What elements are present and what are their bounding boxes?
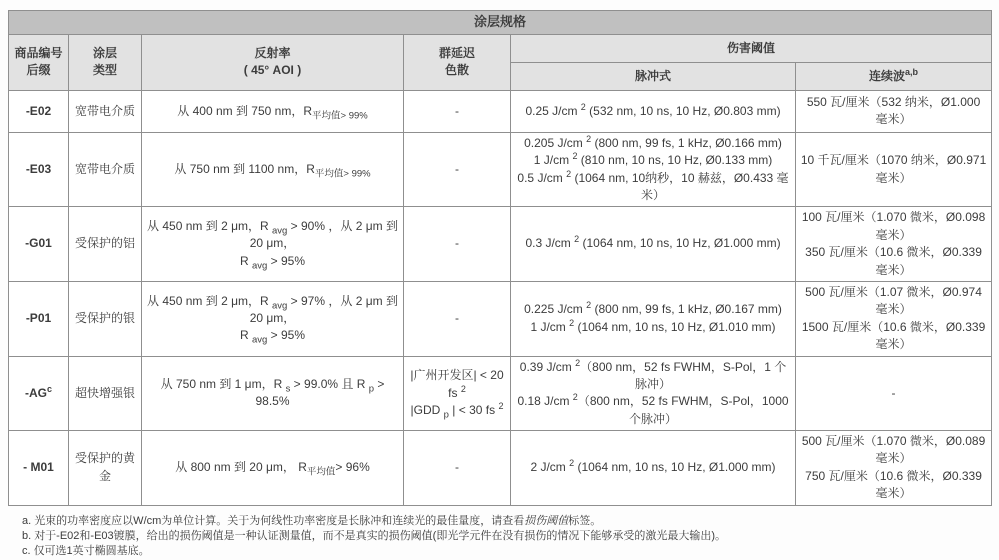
cell-suffix: - M01 <box>9 431 69 506</box>
footnote-label: c. <box>22 545 31 558</box>
coating-spec-table <box>8 10 992 506</box>
footnote-text: 光束的功率密度应以W/cm为单位计算。关于为何线性功率密度是长脉冲和连续光的最佳量度，请查看损伤阈值标签。 <box>34 514 602 527</box>
cell-reflectivity: 从 750 nm 到 1 μm，R $_s$ > 99.0% 且 R $_p$ > 98.5% <box>142 356 404 431</box>
cell-suffix: $-AG^c$ <box>9 356 69 431</box>
cell-reflectivity: 从 750 nm 到 1100 nm，$R_{平均值> 99\%}$ <box>142 132 404 207</box>
cell-pulsed-threshold: 0.3 J/cm $^2$ (1064 nm, 10 ns, 10 Hz, Ø1.000 mm) <box>511 207 796 282</box>
cell-gdd: - <box>404 90 511 132</box>
cell-suffix: -G01 <box>9 207 69 282</box>
cell-reflectivity: 从 450 nm 到 2 μm，R $_{avg}$ > 97% ，从 2 μm 到 20 μm， R $_{avg}$ > 95% <box>142 281 404 356</box>
table-row-g01 <box>9 207 992 282</box>
footnote-text: 仅可选1英寸椭圆基底。 <box>33 545 150 558</box>
table-row-agc <box>9 356 992 431</box>
cell-coating-type: 宽带电介质 <box>69 132 142 207</box>
cell-cw-threshold: 500 瓦/厘米（1.07 微米，Ø0.974 毫米） 1500 瓦/厘米（10.6 微米，Ø0.339 毫米） <box>796 281 992 356</box>
cell-coating-type: 受保护的铝 <box>69 207 142 282</box>
footnote-b <box>22 529 991 544</box>
footnote-c <box>22 544 991 559</box>
cell-gdd: - <box>404 207 511 282</box>
col-header-type: 涂层 类型 <box>69 34 142 90</box>
cell-coating-type: 受保护的黄金 <box>69 431 142 506</box>
cell-coating-type: 受保护的银 <box>69 281 142 356</box>
footnote-text: 对于-E02和-E03镀膜，给出的损伤阈值是一种认证测量值，而不是真实的损伤阈值(即光学元件在没有损伤的情况下能够承受的激光最大输出)。 <box>34 530 726 543</box>
footnote-label: a. <box>22 514 32 527</box>
cell-cw-threshold: 500 瓦/厘米（1.070 微米，Ø0.089 毫米） 750 瓦/厘米（10.6 微米，Ø0.339 毫米） <box>796 431 992 506</box>
footnote-label: b. <box>22 530 32 543</box>
table-row-e03 <box>9 132 992 207</box>
col-header-pulsed: 脉冲式 <box>511 62 796 90</box>
cell-reflectivity: 从 800 nm 到 20 μm， $R_{平均值}> 96\%$ <box>142 431 404 506</box>
cell-gdd: |广州开发区| < 20 fs $^2$ |GDD $_p$ | < 30 fs $^2$ <box>404 356 511 431</box>
col-header-suffix: 商品编号 后缀 <box>9 34 69 90</box>
cell-coating-type: 宽带电介质 <box>69 90 142 132</box>
table-row-m01 <box>9 431 992 506</box>
cell-pulsed-threshold: 0.25 J/cm $^2$ (532 nm, 10 ns, 10 Hz, Ø0.803 mm) <box>511 90 796 132</box>
cell-suffix: -E03 <box>9 132 69 207</box>
col-header-gdd: 群延迟 色散 <box>404 34 511 90</box>
footnotes <box>8 506 991 560</box>
footnote-a <box>22 514 991 529</box>
cell-pulsed-threshold: 0.225 J/cm $^2$ (800 nm, 99 fs, 1 kHz, Ø0.167 mm) 1 J/cm $^2$ (1064 nm, 10 ns, 10 Hz, Ø1.010 mm) <box>511 281 796 356</box>
cell-cw-threshold: - <box>796 356 992 431</box>
cell-pulsed-threshold: 2 J/cm $^2$ (1064 nm, 10 ns, 10 Hz, Ø1.000 mm) <box>511 431 796 506</box>
cell-reflectivity: 从 450 nm 到 2 μm，R $_{avg}$ > 90% ，从 2 μm 到 20 μm， R $_{avg}$ > 95% <box>142 207 404 282</box>
cell-pulsed-threshold: 0.205 J/cm $^2$ (800 nm, 99 fs, 1 kHz, Ø0.166 mm) 1 J/cm $^2$ (810 nm, 10 ns, 10 Hz, Ø0.133 mm) 0.5 J/cm $^2$ (1064 nm, 10纳秒，10 赫兹，Ø0.433 毫米） <box>511 132 796 207</box>
col-header-reflectivity: 反射率 ( 45° AOI ) <box>142 34 404 90</box>
cell-gdd: - <box>404 281 511 356</box>
cell-pulsed-threshold: 0.39 J/cm $^2$（800 nm，52 fs FWHM，S-Pol，1 个脉冲） 0.18 J/cm $^2$（800 nm，52 fs FWHM，S-Pol，1000 个脉冲） <box>511 356 796 431</box>
col-header-cw: 连续波$^{a,b}$ <box>796 62 992 90</box>
header-row-1 <box>9 34 992 62</box>
cell-suffix: -E02 <box>9 90 69 132</box>
cell-cw-threshold: 100 瓦/厘米（1.070 微米，Ø0.098 毫米） 350 瓦/厘米（10.6 微米，Ø0.339 毫米） <box>796 207 992 282</box>
title-row <box>9 11 992 35</box>
cell-suffix: -P01 <box>9 281 69 356</box>
cell-gdd: - <box>404 431 511 506</box>
cell-coating-type: 超快增强银 <box>69 356 142 431</box>
cell-reflectivity: 从 400 nm 到 750 nm，$R_{平均值> 99\%}$ <box>142 90 404 132</box>
cell-gdd: - <box>404 132 511 207</box>
cell-cw-threshold: 550 瓦/厘米（532 纳米，Ø1.000 毫米） <box>796 90 992 132</box>
cell-cw-threshold: 10 千瓦/厘米（1070 纳米，Ø0.971 毫米） <box>796 132 992 207</box>
table-row-e02 <box>9 90 992 132</box>
table-row-p01 <box>9 281 992 356</box>
col-header-damage-threshold: 伤害阈值 <box>511 34 992 62</box>
table-title: 涂层规格 <box>9 11 992 35</box>
